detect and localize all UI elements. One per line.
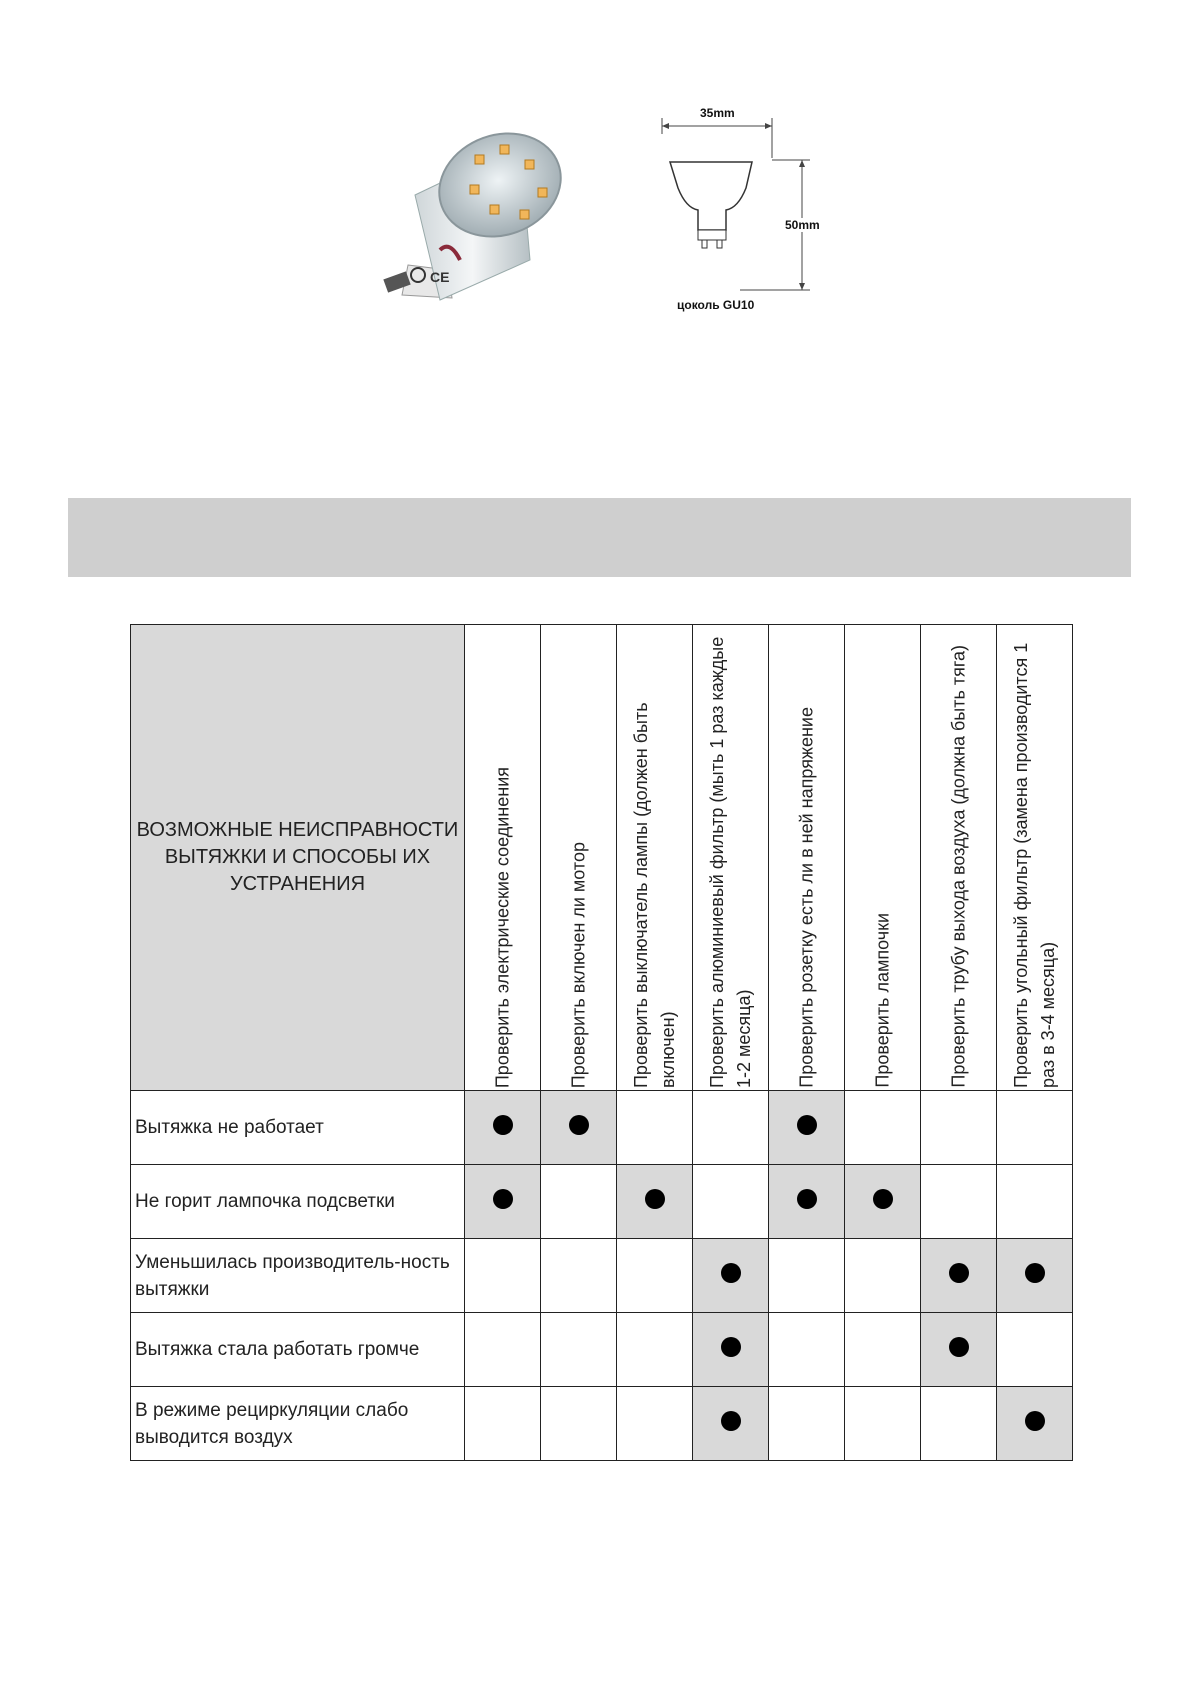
empty-cell (541, 1387, 617, 1461)
marked-cell (997, 1239, 1073, 1313)
empty-cell (769, 1239, 845, 1313)
empty-cell (541, 1165, 617, 1239)
bullet-dot-icon (721, 1337, 741, 1357)
empty-cell (617, 1387, 693, 1461)
bullet-dot-icon (949, 1337, 969, 1357)
marked-cell (617, 1165, 693, 1239)
empty-cell (997, 1091, 1073, 1165)
row-label: Уменьшилась производитель-ность вытяжки (131, 1239, 465, 1313)
bullet-dot-icon (797, 1189, 817, 1209)
empty-cell (617, 1091, 693, 1165)
lamp-svg (380, 100, 840, 320)
empty-cell (769, 1387, 845, 1461)
column-header-label: Проверить алюминиевый фильтр (мыть 1 раз каждые 1-2 месяца) (706, 636, 754, 1088)
empty-cell (541, 1313, 617, 1387)
height-label: 50mm (785, 218, 820, 232)
bullet-dot-icon (797, 1115, 817, 1135)
lamp-photo (383, 117, 575, 300)
bullet-dot-icon (645, 1189, 665, 1209)
empty-cell (921, 1165, 997, 1239)
empty-cell (693, 1165, 769, 1239)
table-row (131, 1239, 1073, 1313)
empty-cell (997, 1313, 1073, 1387)
column-header (769, 625, 845, 1091)
empty-cell (465, 1239, 541, 1313)
empty-cell (997, 1165, 1073, 1239)
column-header (541, 625, 617, 1091)
column-header (997, 625, 1073, 1091)
column-header-label: Проверить розетку есть ли в ней напряжение (796, 707, 816, 1088)
marked-cell (465, 1091, 541, 1165)
empty-cell (769, 1313, 845, 1387)
table-header-row (131, 625, 1073, 1091)
width-label: 35mm (700, 106, 735, 120)
marked-cell (845, 1165, 921, 1239)
marked-cell (693, 1239, 769, 1313)
column-header-label: Проверить включен ли мотор (568, 841, 588, 1088)
bullet-dot-icon (1025, 1263, 1045, 1283)
troubleshooting-table (130, 624, 1073, 1461)
bullet-dot-icon (721, 1263, 741, 1283)
column-header (465, 625, 541, 1091)
marked-cell (465, 1165, 541, 1239)
column-header-label: Проверить выключатель лампы (должен быть включен) (630, 702, 678, 1088)
marked-cell (769, 1091, 845, 1165)
bullet-dot-icon (949, 1263, 969, 1283)
table-body (131, 1091, 1073, 1461)
marked-cell (541, 1091, 617, 1165)
column-header (845, 625, 921, 1091)
section-header-band (68, 498, 1131, 577)
marked-cell (997, 1387, 1073, 1461)
bullet-dot-icon (493, 1115, 513, 1135)
empty-cell (845, 1239, 921, 1313)
empty-cell (465, 1387, 541, 1461)
bullet-dot-icon (569, 1115, 589, 1135)
table-row (131, 1313, 1073, 1387)
marked-cell (693, 1313, 769, 1387)
lamp-outline (670, 162, 752, 230)
empty-cell (845, 1387, 921, 1461)
empty-cell (541, 1239, 617, 1313)
bullet-dot-icon (493, 1189, 513, 1209)
empty-cell (845, 1091, 921, 1165)
marked-cell (921, 1313, 997, 1387)
column-header-label: Проверить трубу выхода воздуха (должна быть тяга) (948, 645, 968, 1088)
base-label: цоколь GU10 (677, 298, 755, 312)
table-row (131, 1165, 1073, 1239)
svg-text:CE: CE (430, 269, 450, 285)
bullet-dot-icon (873, 1189, 893, 1209)
marked-cell (693, 1387, 769, 1461)
empty-cell (693, 1091, 769, 1165)
column-header (617, 625, 693, 1091)
empty-cell (465, 1313, 541, 1387)
column-header (693, 625, 769, 1091)
lamp-illustration (380, 100, 840, 320)
empty-cell (617, 1313, 693, 1387)
column-header-label: Проверить лампочки (872, 913, 892, 1088)
column-header-label: Проверить угольный фильтр (замена производится 1 раз в 3-4 месяца) (1010, 642, 1058, 1088)
marked-cell (921, 1239, 997, 1313)
table-row (131, 1091, 1073, 1165)
table-row (131, 1387, 1073, 1461)
column-header (921, 625, 997, 1091)
row-label: Вытяжка не работает (131, 1091, 465, 1165)
bullet-dot-icon (1025, 1411, 1045, 1431)
empty-cell (617, 1239, 693, 1313)
table-title: ВОЗМОЖНЫЕ НЕИСПРАВНОСТИ ВЫТЯЖКИ И СПОСОБЫ ИХ УСТРАНЕНИЯ (131, 625, 465, 1091)
row-label: Вытяжка стала работать громче (131, 1313, 465, 1387)
column-header-label: Проверить электрические соединения (492, 766, 512, 1088)
empty-cell (921, 1387, 997, 1461)
bullet-dot-icon (721, 1411, 741, 1431)
row-label: Не горит лампочка подсветки (131, 1165, 465, 1239)
marked-cell (769, 1165, 845, 1239)
empty-cell (921, 1091, 997, 1165)
dimension-drawing (662, 118, 810, 290)
empty-cell (845, 1313, 921, 1387)
row-label: В режиме рециркуляции слабо выводится воздух (131, 1387, 465, 1461)
